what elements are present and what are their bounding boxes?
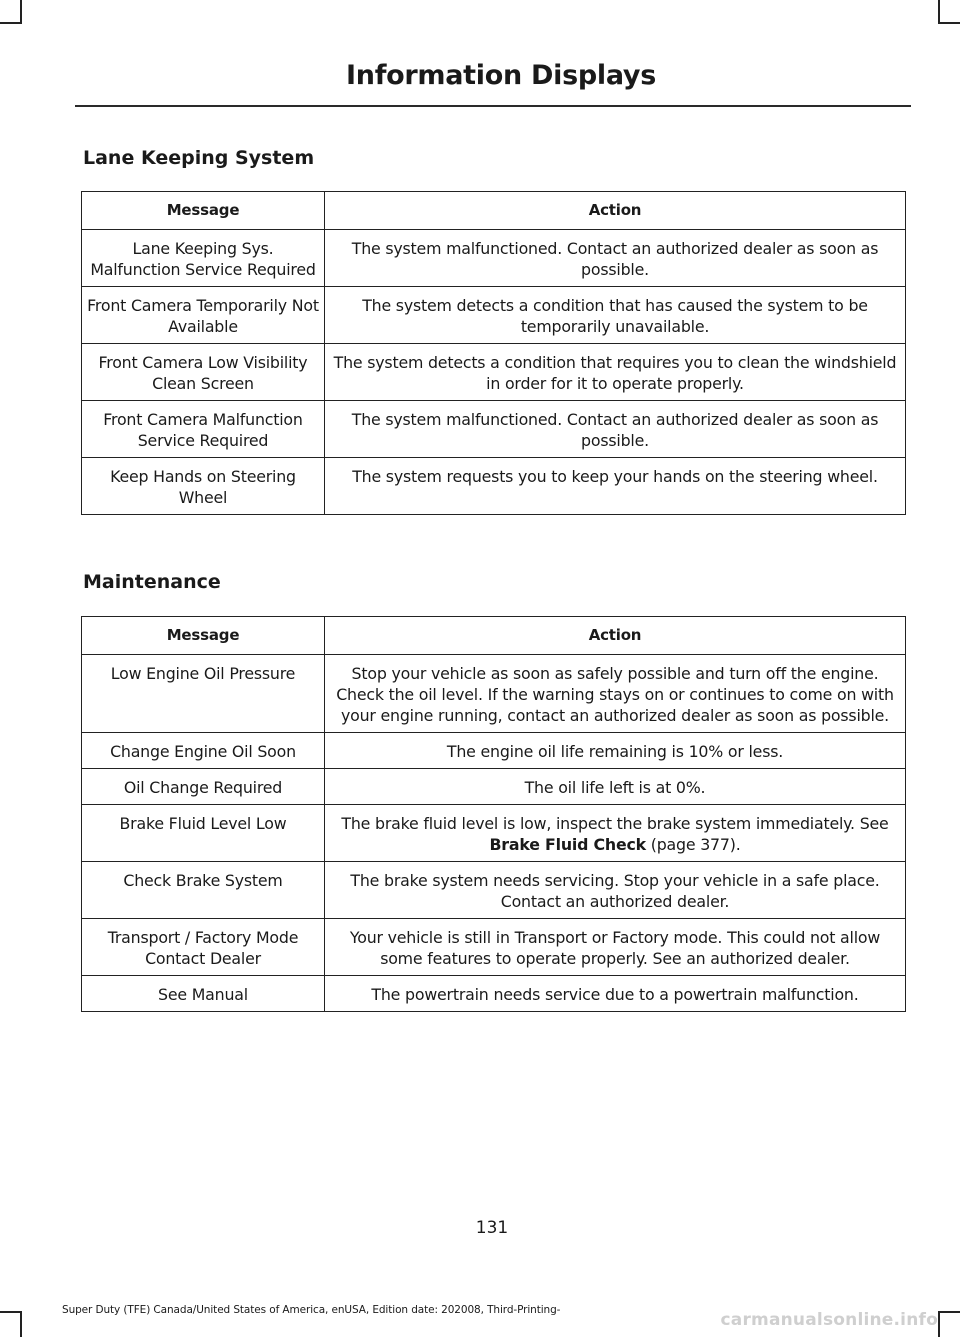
action-cell: The system malfunctioned. Contact an authorized dealer as soon as possible. [325,230,906,287]
action-cell: Your vehicle is still in Transport or Factory mode. This could not allow some features to operate properly. See an authorized dealer. [325,919,906,976]
page-title: Information Displays [346,60,656,91]
action-cell: The system detects a condition that requires you to clean the windshield in order for it to operate properly. [325,344,906,401]
table-row [82,862,906,919]
maintenance-table [81,616,906,1012]
section-heading-maintenance: Maintenance [83,571,221,593]
column-header-message: Message [82,192,325,230]
table-header-row [82,192,906,230]
message-cell: Transport / Factory Mode Contact Dealer [82,919,325,976]
message-cell: Front Camera Low Visibility Clean Screen [82,344,325,401]
crop-mark [938,0,940,24]
action-cell: The powertrain needs service due to a powertrain malfunction. [325,976,906,1012]
table-row [82,401,906,458]
column-header-action: Action [325,192,906,230]
action-cell: The system malfunctioned. Contact an authorized dealer as soon as possible. [325,401,906,458]
column-header-message: Message [82,617,325,655]
table-row [82,976,906,1012]
watermark: carmanualsonline.info [720,1310,938,1330]
message-cell: Low Engine Oil Pressure [82,655,325,733]
message-cell: Lane Keeping Sys. Malfunction Service Required [82,230,325,287]
table-row [82,733,906,769]
action-cell: The engine oil life remaining is 10% or less. [325,733,906,769]
message-cell: Front Camera Malfunction Service Required [82,401,325,458]
message-cell: Front Camera Temporarily Not Available [82,287,325,344]
action-cell: The oil life left is at 0%. [325,769,906,805]
header-rule [75,105,911,107]
message-cell: Change Engine Oil Soon [82,733,325,769]
crop-mark [938,1311,940,1337]
table-header-row [82,617,906,655]
crop-mark [938,1311,960,1313]
action-cell: The system detects a condition that has caused the system to be temporarily unavailable. [325,287,906,344]
lane-keeping-table [81,191,906,515]
message-cell: Check Brake System [82,862,325,919]
table-row [82,769,906,805]
table-row [82,230,906,287]
crop-mark [0,1311,22,1313]
page-number: 131 [475,1218,509,1238]
message-cell: Keep Hands on Steering Wheel [82,458,325,515]
action-text: (page 377). [645,835,741,854]
action-cell [325,805,906,862]
section-heading-lane-keeping: Lane Keeping System [83,147,315,169]
column-header-action: Action [325,617,906,655]
table-row [82,287,906,344]
action-cell: The brake system needs servicing. Stop your vehicle in a safe place. Contact an authorized dealer. [325,862,906,919]
table-row [82,655,906,733]
message-cell: See Manual [82,976,325,1012]
action-text: The brake fluid level is low, inspect the brake system immediately. See [341,814,889,833]
message-cell: Brake Fluid Level Low [82,805,325,862]
action-cell: The system requests you to keep your hands on the steering wheel. [325,458,906,515]
table-row [82,458,906,515]
crop-mark [938,22,960,24]
action-cell: Stop your vehicle as soon as safely possible and turn off the engine. Check the oil level. If the warning stays on or continues to come on with your engine running, contact an authorized dealer as soon as possible. [325,655,906,733]
crop-mark [20,0,22,24]
message-cell: Oil Change Required [82,769,325,805]
crop-mark [20,1311,22,1337]
footer-text: Super Duty (TFE) Canada/United States of America, enUSA, Edition date: 202008, Third-Printing- [62,1304,561,1316]
crop-mark [0,22,22,24]
cross-reference-link[interactable]: Brake Fluid Check [489,835,646,854]
table-row [82,919,906,976]
table-row [82,344,906,401]
table-row [82,805,906,862]
